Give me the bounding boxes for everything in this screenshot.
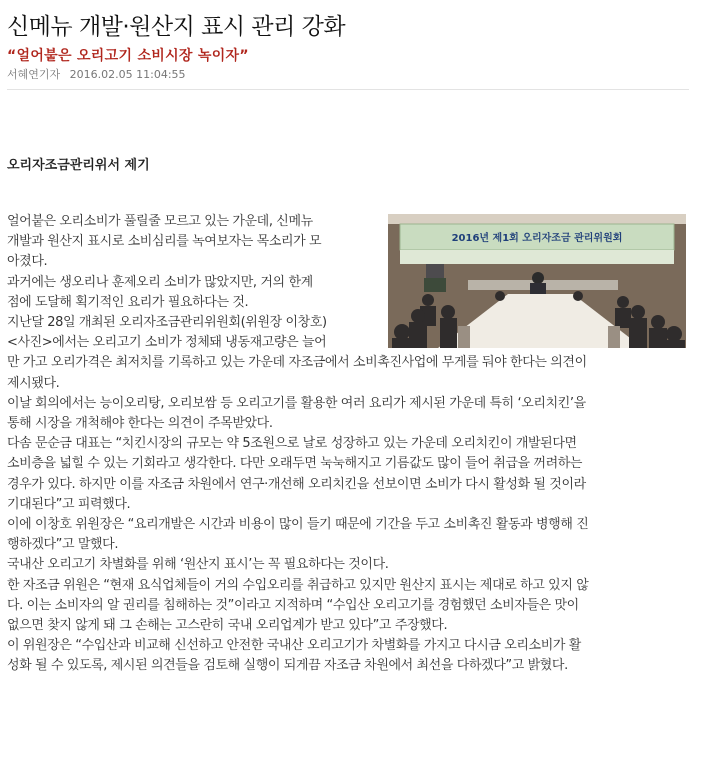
body-line: 얼어붙은 오리소비가 풀릴줄 모르고 있는 가운데, 신메뉴: [7, 214, 313, 229]
body-line: 한 자조금 위원은 “현재 요식업체들이 거의 수입오리를 취급하고 있지만 원산지 표시는 제대로 하고 있지 않: [7, 577, 589, 593]
body-line: 아졌다.: [7, 254, 48, 270]
author-name: 서혜연기자: [7, 68, 61, 81]
body-line: 만 가고 오리가격은 최저치를 기록하고 있는 가운데 자조금에서 소비촉진사업에 무게를 둬야 한다는 의견이: [7, 355, 587, 371]
body-line: 없으면 찾지 않게 돼 그 손해는 고스란히 국내 오리업계가 받고 있다”고 주장했다.: [7, 618, 448, 634]
publish-date: 2016.02.05 11:04:55: [69, 68, 186, 81]
body-line: <사진>에서는 오리고기 소비가 정체돼 냉동재고량은 늘어: [7, 335, 327, 351]
body-line: 통해 시장을 개척해야 한다는 의견이 주목받았다.: [7, 416, 273, 432]
body-line: 점에 도달해 획기적인 요리가 필요하다는 것.: [7, 294, 249, 310]
body-line: 이날 회의에서는 능이오리탕, 오리보쌈 등 오리고기를 활용한 여러 요리가 제시된 가운데 특히 ‘오리치킨’을: [7, 395, 586, 411]
body-line: 과거에는 생오리나 훈제오리 소비가 많았지만, 거의 한계: [7, 274, 313, 290]
header-divider: [7, 89, 689, 90]
section-title: 오리자조금관리위서 제기: [7, 158, 150, 173]
body-line: 소비층을 넓힐 수 있는 기회라고 생각한다. 다만 오래두면 눅눅해지고 기름값도 많이 들어 취급을 꺼려하는: [7, 456, 583, 472]
body-line: 이에 이창호 위원장은 “요리개발은 시간과 비용이 많이 들기 때문에 기간을 두고 소비촉진 활동과 병행해 진: [7, 517, 589, 533]
body-line: 지난달 28일 개최된 오리자조금관리위원회(위원장 이창호): [7, 315, 327, 331]
body-line: 성화 될 수 있도록, 제시된 의견들을 검토해 실행이 되게끔 자조금 차원에서 최선을 다하겠다”고 밝혔다.: [7, 658, 568, 674]
body-line: 다. 이는 소비자의 알 권리를 침해하는 것”이라고 지적하며 “수입산 오리고기를 경험했던 소비자들은 맛이: [7, 597, 579, 613]
body-line: 개발과 원산지 표시로 소비심리를 녹여보자는 목소리가 모: [7, 234, 322, 250]
body-line: 경우가 있다. 하지만 이를 자조금 차원에서 연구·개선해 오리치킨을 선보이면 소비가 다시 활성화 될 것이라: [7, 476, 586, 492]
photo-banner-text: 2016년 제1회 오리자조금 관리위원회: [451, 233, 623, 244]
body-line: 제시됐다.: [7, 375, 60, 391]
body-line: 다솜 문순금 대표는 “치킨시장의 규모는 약 5조원으로 날로 성장하고 있는 가운데 오리치킨이 개발된다면: [7, 436, 577, 452]
body-line: 국내산 오리고기 차별화를 위해 ‘원산지 표시’는 꼭 필요하다는 것이다.: [7, 557, 389, 573]
body-line: 이 위원장은 “수입산과 비교해 신선하고 안전한 국내산 오리고기가 차별화를 가지고 다시금 오리소비가 활: [7, 638, 581, 654]
article-subheadline: “얼어붙은 오리고기 소비시장 녹이자”: [7, 48, 249, 64]
article-body: [7, 212, 691, 677]
article-headline: 신메뉴 개발·원산지 표시 관리 강화: [7, 14, 346, 40]
byline: [7, 66, 186, 82]
body-line: 행하겠다”고 말했다.: [7, 537, 119, 553]
body-line: 기대된다”고 피력했다.: [7, 496, 131, 512]
